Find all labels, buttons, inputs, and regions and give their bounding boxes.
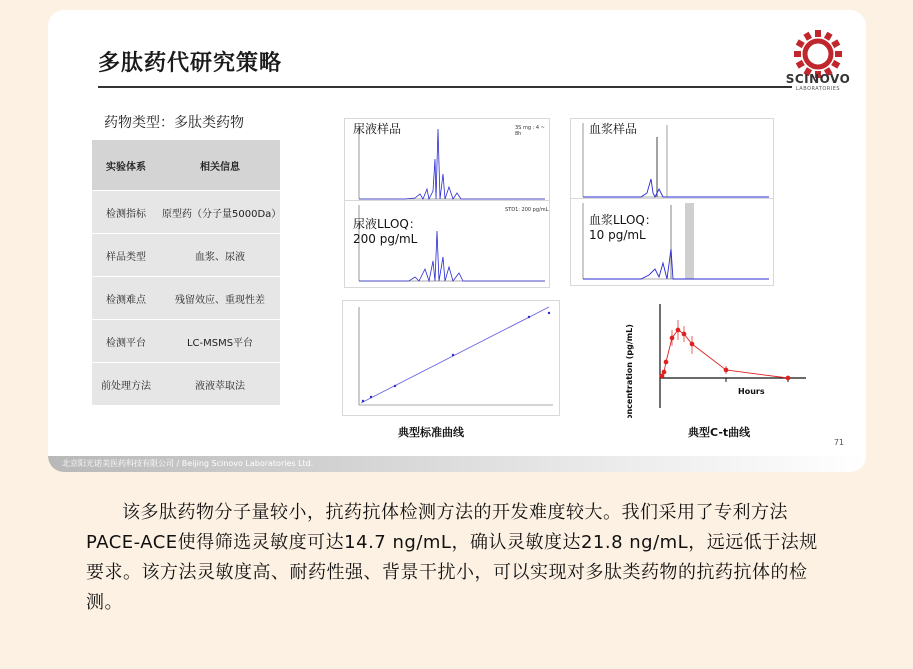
ct-curve-chart — [622, 300, 812, 418]
ct-point — [786, 376, 790, 380]
plasma-sample-label: 血浆样品 — [589, 122, 638, 136]
urine-lloq-label — [353, 217, 421, 247]
std-point — [362, 400, 364, 402]
std-point — [452, 354, 454, 356]
ct-ylabel: Concentration (pg/mL) — [625, 324, 634, 418]
std-point — [528, 316, 530, 318]
urine-lloq-note: STD1: 200 pg/mL — [505, 207, 549, 213]
plasma-lloq-title: 血浆LLOQ： — [589, 213, 657, 227]
urine-lloq-title: 尿液LLOQ： — [353, 217, 421, 231]
table-header-cell: 实验体系 — [92, 140, 160, 191]
standard-curve-chart — [342, 300, 560, 416]
table-cell: 样品类型 — [92, 234, 160, 277]
logo-wordmark: SCINOVO — [785, 72, 851, 86]
table-cell: 残留效应、重现性差 — [160, 277, 280, 320]
table-row — [92, 363, 280, 406]
body-paragraph-text: 该多肽药物分子量较小，抗药抗体检测方法的开发难度较大。我们采用了专利方法PACE-ACE使得筛选灵敏度可达14.7 ng/mL，确认灵敏度达21.8 ng/mL，远远低于法规要求。该方法灵敏度高、耐药性强、背景干扰小，可以实现对多肽类药物的抗药抗体的检测。 — [86, 502, 818, 613]
table-row — [92, 277, 280, 320]
ct-point — [664, 360, 668, 364]
table-cell: 血浆、尿液 — [160, 234, 280, 277]
plasma-lloq-chromatogram — [570, 198, 774, 286]
info-table — [92, 140, 280, 406]
page-number: 71 — [833, 438, 844, 447]
table-row — [92, 191, 280, 234]
plasma-lloq-value: 10 pg/mL — [589, 228, 646, 242]
ct-xlabel: Hours — [738, 387, 765, 396]
table-cell: LC-MSMS平台 — [160, 320, 280, 363]
standard-curve-plot — [343, 301, 559, 415]
table-header-cell: 相关信息 — [160, 140, 280, 191]
logo-subtitle: LABORATORIES — [795, 86, 841, 92]
std-point — [370, 396, 372, 398]
ct-curve-caption: 典型C-t曲线 — [688, 426, 751, 439]
body-paragraph — [86, 498, 836, 618]
footer-text: 北京阳光诺美医药科技有限公司 / Beijing Scinovo Laboratories Ltd. — [62, 459, 314, 468]
table-header-row — [92, 140, 280, 191]
slide — [48, 10, 866, 472]
table-cell: 检测难点 — [92, 277, 160, 320]
ct-point — [660, 374, 664, 378]
urine-lloq-value: 200 pg/mL — [353, 232, 418, 246]
ct-curve-plot — [622, 300, 812, 418]
std-point — [394, 385, 396, 387]
urine-sample-note: 3S mg : 4 ~ 8h — [515, 125, 545, 137]
slide-title: 多肽药代研究策略 — [98, 51, 283, 76]
footer-bar — [48, 456, 866, 472]
urine-lloq-chromatogram — [344, 200, 550, 288]
title-divider — [98, 86, 792, 88]
drug-type-label: 药物类型：多肽类药物 — [104, 115, 244, 131]
plasma-sample-chromatogram — [570, 118, 774, 204]
plasma-lloq-label — [589, 213, 657, 243]
urine-sample-label: 尿液样品 — [353, 122, 402, 136]
table-cell: 检测平台 — [92, 320, 160, 363]
table-cell: 检测指标 — [92, 191, 160, 234]
table-cell: 原型药（分子量5000Da） — [160, 191, 280, 234]
table-cell: 前处理方法 — [92, 363, 160, 406]
urine-sample-chromatogram — [344, 118, 550, 206]
table-row — [92, 320, 280, 363]
std-curve-caption: 典型标准曲线 — [398, 426, 464, 439]
table-row — [92, 234, 280, 277]
table-cell: 液液萃取法 — [160, 363, 280, 406]
ct-point — [662, 370, 666, 374]
std-point — [548, 312, 550, 314]
